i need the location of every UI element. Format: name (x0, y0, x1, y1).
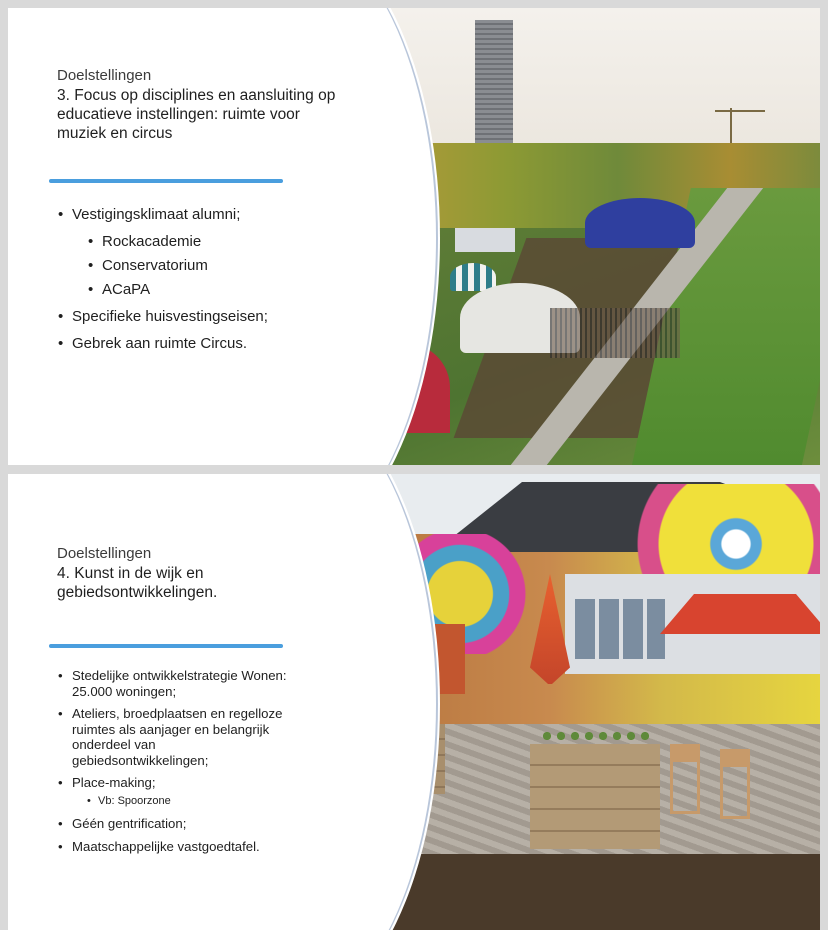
slide-3 (8, 8, 820, 465)
accent-rule (49, 179, 283, 183)
slide-kicker: Doelstellingen (57, 545, 152, 562)
list-item: • Place-making; (58, 775, 156, 790)
list-item: • Vestigingsklimaat alumni; (58, 206, 241, 223)
slide-header (57, 545, 217, 602)
list-item: • Maatschappelijke vastgoedtafel. (58, 838, 260, 854)
list-item: • Ateliers, broedplaatsen en regelloze ruimtes als aanjager en belangrijk onderdeel van gebiedsontwikkelingen; (58, 706, 283, 768)
wooden-planter (530, 744, 660, 849)
slide-kicker: Doelstellingen (57, 67, 152, 84)
list-item: • Géén gentrification; (58, 816, 187, 831)
slide-4 (8, 474, 820, 930)
slide-title: 4. Kunst in de wijk en gebiedsontwikkelingen. (57, 565, 218, 601)
slide-title: 3. Focus op disciplines en aansluiting op educatieve instellingen: ruimte voor muziek en circus (57, 87, 336, 142)
circus-festival-photo (370, 8, 820, 465)
list-item: • Vb: Spoorzone (87, 794, 171, 807)
slide-header (57, 67, 335, 143)
bullet-list (58, 205, 268, 361)
list-item: • Stedelijke ontwikkelstrategie Wonen: 25.000 woningen; (58, 668, 287, 699)
accent-rule (49, 644, 283, 648)
stoom-venue-photo (370, 474, 820, 930)
blue-circus-tent (585, 198, 695, 248)
list-item: • Conservatorium (88, 257, 208, 274)
list-item: • Specifieke huisvestingseisen; (58, 308, 268, 325)
list-item: • Rockacademie (88, 233, 202, 250)
bullet-list (58, 668, 287, 861)
list-item: • Gebrek aan ruimte Circus. (58, 335, 248, 352)
list-item: • ACaPA (88, 281, 151, 298)
